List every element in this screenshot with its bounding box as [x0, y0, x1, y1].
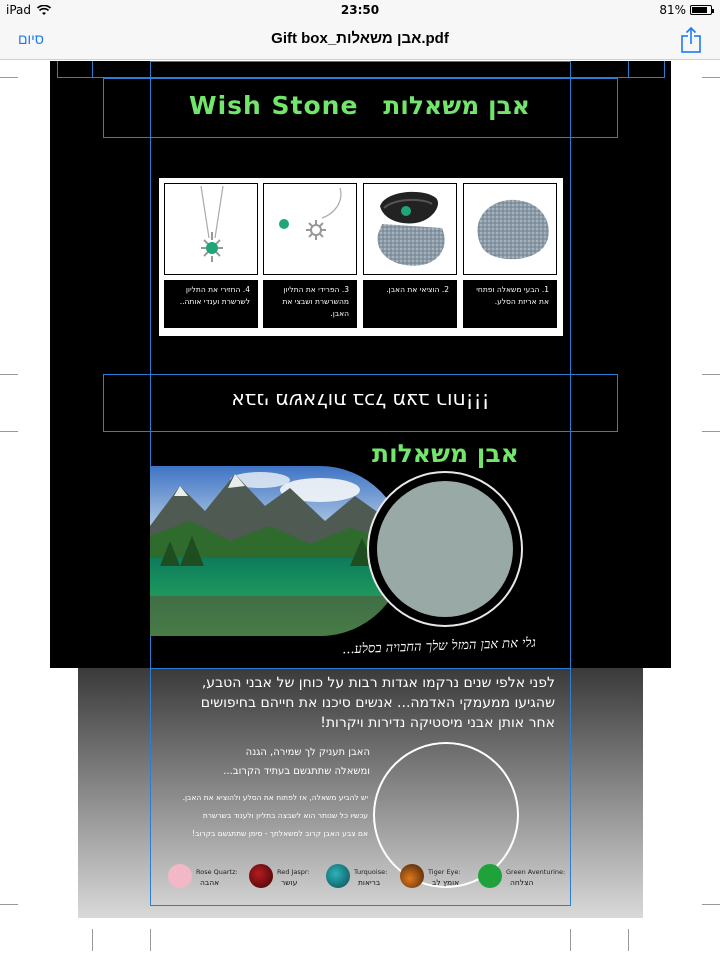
usage-line: עכשיו כל שנותר הוא לשבצה בתליון ולענוד בשרשרת [202, 811, 368, 820]
blessing-line: האבן תעניק לך שמירה, הגנה [245, 747, 370, 758]
intro-text [150, 673, 555, 733]
done-button[interactable]: סיום [18, 31, 44, 47]
stone-swatch-turquoise: Turquoise: בריאות [318, 861, 398, 901]
clock: 23:50 [340, 3, 380, 17]
crop-mark [0, 77, 18, 78]
pdf-viewport[interactable] [0, 61, 720, 960]
intro-line: לפני אלפי שנים נרקמו אגדות רבות על כוחן של אבני הטבע, [201, 675, 555, 691]
intro-line: אחר אותן אבני מיסטיקה נדירות ויקרות! [320, 715, 555, 731]
necklace-icon [164, 183, 258, 275]
crop-mark [150, 929, 151, 951]
rock-icon [463, 183, 557, 275]
split-rock-icon [363, 183, 457, 275]
crop-mark [628, 929, 629, 951]
open-pendant-icon [263, 183, 357, 275]
step-4 [164, 183, 258, 328]
stone-swatch-green-aventurine: Green Aventurine: הצלחה [470, 861, 550, 901]
title-english: Wish Stone [189, 91, 359, 120]
stone-swatch-rose-quartz: Rose Quartz: אהבה [160, 861, 240, 901]
crop-mark [92, 929, 93, 951]
usage-line: יש להביע משאלה, אז לפתוח את הסלע ולהוציא את האבן. [182, 793, 368, 802]
stone-legend [160, 861, 570, 901]
green-stone-icon [478, 864, 502, 888]
battery-icon [690, 5, 712, 15]
crop-mark [570, 929, 571, 951]
instruction-steps [159, 178, 563, 336]
intro-line: שהגיעו ממעמקי האדמה... אנשים סיכנו את חייהם בחיפושים [200, 695, 555, 711]
step-caption: 2. הוציאי את האבן. [363, 280, 457, 328]
usage-text [150, 789, 368, 843]
step-3 [263, 183, 357, 328]
step-caption: 1. הבעי משאלה ופתחי את אריזת הסלע. [463, 280, 557, 328]
stone-swatch-red-jasper: Red Jaspr: עושר [241, 861, 321, 901]
crop-mark [0, 904, 18, 905]
guide-line [150, 668, 571, 669]
product-title: אבן משאלות [372, 439, 519, 468]
crop-mark [702, 374, 720, 375]
turquoise-icon [326, 864, 350, 888]
step-caption: 4. החזירי את התליון לשרשרת וענדי אותה.. [164, 280, 258, 328]
title-row [103, 78, 618, 138]
rose-quartz-icon [168, 864, 192, 888]
crop-mark [702, 904, 720, 905]
blessing-line: ומשאלה שתתגשם בעתיד הקרוב... [223, 766, 370, 777]
status-bar [0, 0, 720, 20]
crop-mark [702, 431, 720, 432]
stone-window-circle [367, 471, 523, 627]
crop-mark [702, 77, 720, 78]
tiger-eye-icon [400, 864, 424, 888]
upside-down-banner [103, 374, 618, 432]
stone-preview [377, 481, 513, 617]
device-name: iPad [6, 3, 32, 17]
stone-swatch-tiger-eye: Tiger Eye: אומץ לב [392, 861, 472, 901]
battery-percent: 81% [659, 3, 686, 17]
step-2 [363, 183, 457, 328]
script-tagline: גלי את אבן המזל שלך החבויה בסלע... [341, 635, 537, 658]
banner-text: אבני משאלות בכל מצב רוח!!! [231, 389, 490, 413]
status-right [659, 3, 712, 17]
document-title: Gift box_אבן משאלות.pdf [271, 30, 449, 47]
navigation-bar [0, 20, 720, 60]
crop-mark [0, 431, 18, 432]
blessing-text [150, 743, 370, 781]
red-jasper-icon [249, 864, 273, 888]
step-1 [463, 183, 557, 328]
title-hebrew: אבן משאלות [383, 91, 530, 120]
share-icon[interactable] [678, 26, 704, 54]
usage-line: אם צבע האבן קרוב למשאלתך - סימן שתתגשם בקרוב! [192, 829, 368, 838]
step-caption: 3. הפרידי את התליון מהשרשרת ושבצי את האבן. [263, 280, 357, 328]
crop-mark [0, 374, 18, 375]
